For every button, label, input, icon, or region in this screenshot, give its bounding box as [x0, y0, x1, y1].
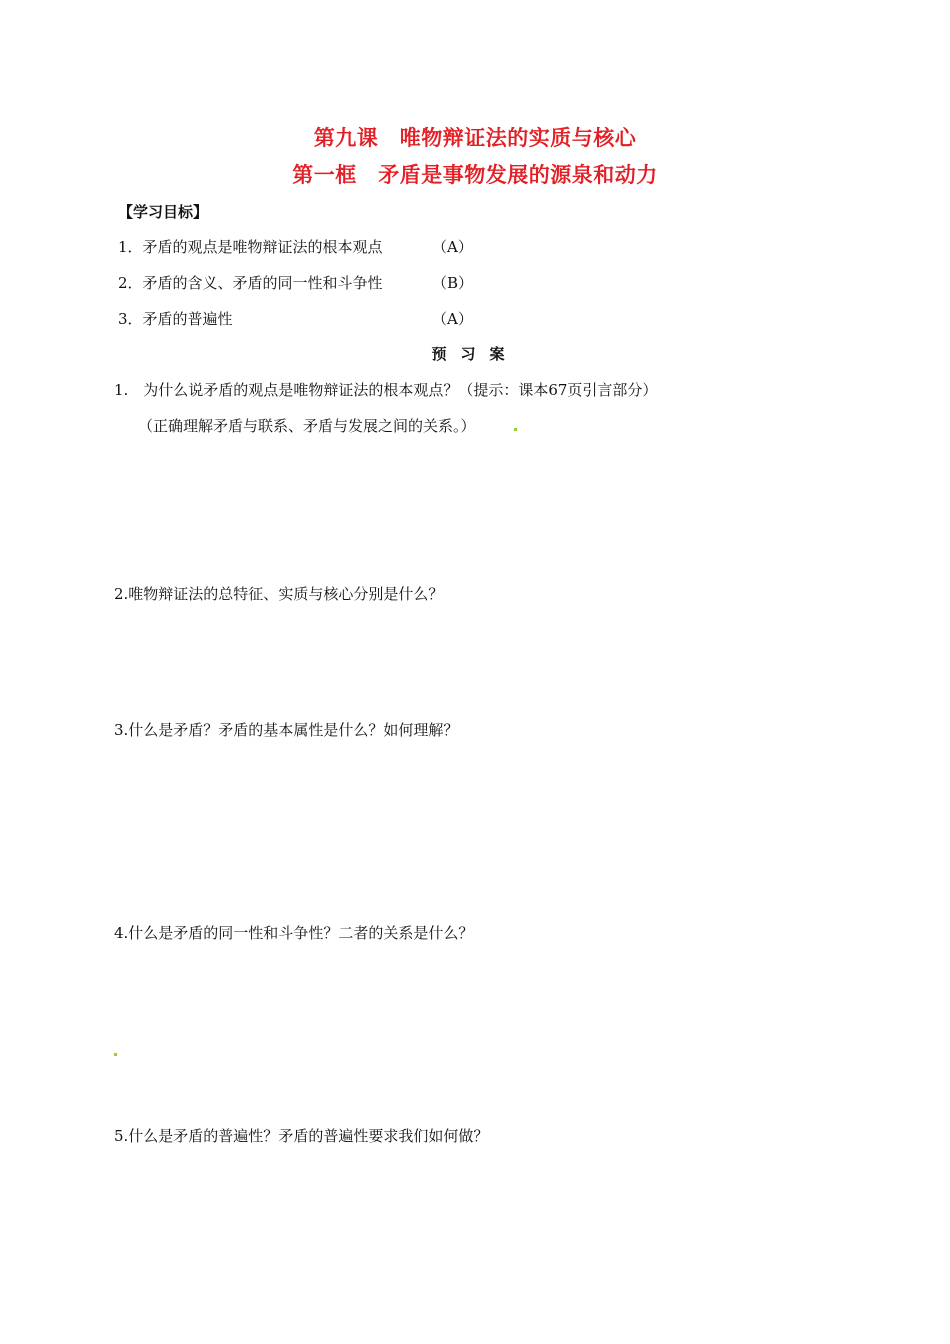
lesson-title: 第九课 唯物辩证法的实质与核心: [313, 125, 637, 150]
green-mark: [514, 428, 517, 431]
question-2: 2.唯物辩证法的总特征、实质与核心分别是什么？: [114, 585, 444, 603]
objective-text: 3．矛盾的普遍性: [118, 310, 233, 328]
objective-item: [118, 308, 473, 329]
question-1: 1. 为什么说矛盾的观点是唯物辩证法的根本观点？（提示：课本67页引言部分）: [114, 381, 658, 399]
section-title: 第一框 矛盾是事物发展的源泉和动力: [292, 162, 658, 187]
objective-item: [118, 236, 473, 257]
question-5: 5.什么是矛盾的普遍性？矛盾的普遍性要求我们如何做？: [114, 1127, 489, 1145]
objective-level: （A）: [432, 238, 473, 256]
green-mark: [114, 1053, 117, 1056]
question-3: 3.什么是矛盾？矛盾的基本属性是什么？如何理解？: [114, 721, 459, 739]
question-4: 4.什么是矛盾的同一性和斗争性？二者的关系是什么？: [114, 924, 474, 942]
objective-text: 2．矛盾的含义、矛盾的同一性和斗争性: [118, 274, 383, 292]
objective-level: （A）: [432, 310, 473, 328]
question-1-hint: （正确理解矛盾与联系、矛盾与发展之间的关系。）: [138, 417, 476, 435]
objectives-label: 【学习目标】: [118, 203, 209, 221]
preview-heading: 预习案: [431, 345, 519, 363]
objective-level: （B）: [432, 274, 474, 292]
objective-item: [118, 272, 474, 293]
objective-text: 1．矛盾的观点是唯物辩证法的根本观点: [118, 238, 383, 256]
